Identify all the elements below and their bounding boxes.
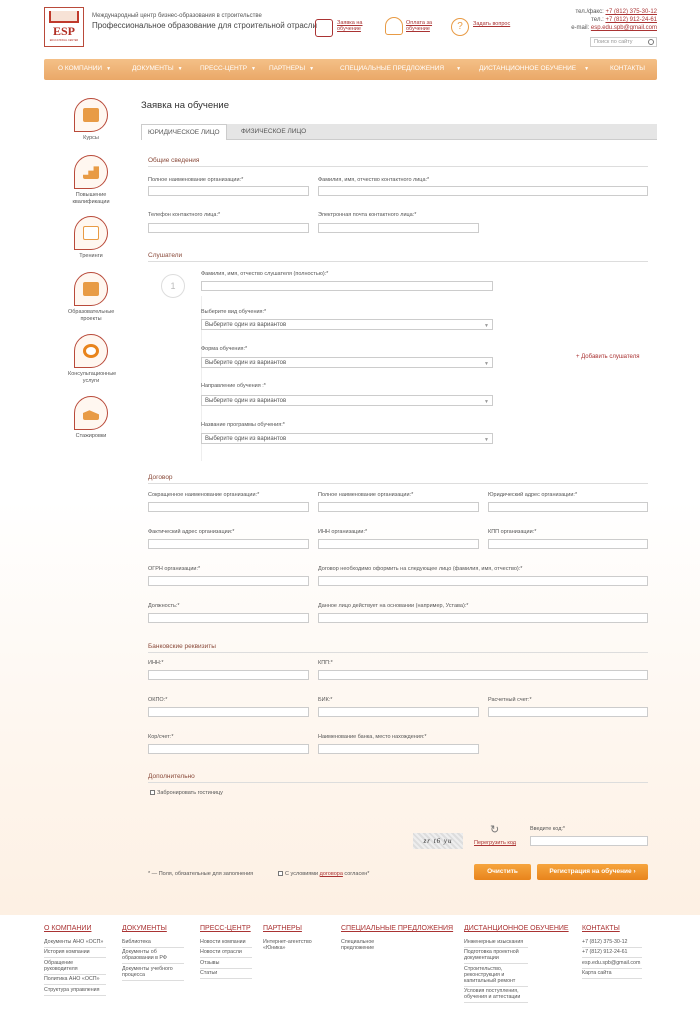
basis-label: Данное лицо действует на основании (например, Устава):* [318,603,469,609]
contact-block: тел./факс: +7 (812) 375-30-12 тел.: +7 (812) 912-24-61 e-mail: esp.edu.spb@gmail.com [571,9,657,31]
footer-link[interactable]: Строительство, реконструкция и капитальный ремонт [464,964,528,987]
actual-address-field[interactable] [148,539,309,549]
bank-kpp-field[interactable] [318,670,648,680]
page-title: Заявка на обучение [141,100,230,111]
sidebar-item-internships[interactable]: Стажировки [68,396,114,440]
footer-heading[interactable]: ДИСТАНЦИОННОЕ ОБУЧЕНИЕ [464,925,569,932]
ogrn-label: ОГРН организации:* [148,566,201,572]
nav-item-distance[interactable]: ДИСТАНЦИОННОЕ ОБУЧЕНИЕ ▼ [479,65,590,72]
footer-link[interactable]: История компании [44,948,106,959]
section-divider [148,166,648,167]
contact-phone-label: Телефон контактного лица:* [148,212,221,218]
sidebar-item-consulting[interactable]: Консультационные услуги [68,334,114,384]
short-name-field[interactable] [148,502,309,512]
section-general: Общие сведения [148,157,200,164]
application-form-icon[interactable] [315,19,333,37]
chevron-down-icon: ▼ [177,66,183,72]
section-divider [148,782,648,783]
footer-col-documents [122,925,184,981]
logo-roof-icon [49,11,79,23]
sidebar-item-qualification[interactable]: Повышение квалификации [68,155,114,205]
add-listener-link[interactable]: + Добавить слушателя [576,354,640,360]
footer-heading[interactable]: СПЕЦИАЛЬНЫЕ ПРЕДЛОЖЕНИЯ [341,925,454,932]
listener-name-field[interactable] [201,281,493,291]
chevron-down-icon: ▼ [584,66,590,72]
kpp-field[interactable] [488,539,648,549]
briefcases-icon [74,272,108,306]
legal-address-field[interactable] [488,502,648,512]
full-name-label: Полное наименование организации:* [318,492,414,498]
footer-link[interactable]: Отзывы [200,958,252,969]
footer-link[interactable]: +7 (812) 375-30-12 [582,937,642,948]
bank-name-field[interactable] [318,744,479,754]
bik-field[interactable] [318,707,479,717]
bik-label: БИК:* [318,697,333,703]
payment-icon[interactable] [385,17,403,35]
footer-link[interactable]: Специальное предложение [341,938,375,951]
full-name-field[interactable] [318,502,479,512]
email-link[interactable]: esp.edu.spb@gmail.com [590,25,657,31]
footer-link[interactable]: Условия поступления, обучения и аттестации [464,987,528,1004]
footer-heading[interactable]: ПАРТНЕРЫ [263,925,302,932]
direction-label: Направление обучения :* [201,383,266,389]
captcha-image: zr t6 уи [413,833,463,849]
section-divider [148,483,648,484]
bank-kpp-label: КПП:* [318,660,333,666]
footer-heading[interactable]: ПРЕСС-ЦЕНТР [200,925,251,932]
contact-name-label: Фамилия, имя, отчество контактного лица:* [318,177,430,183]
site-logo[interactable] [44,7,84,47]
section-divider [148,261,648,262]
logo-text: ESP [52,24,75,38]
footer-link[interactable]: Карта сайта [582,969,642,980]
footer-heading[interactable]: КОНТАКТЫ [582,925,620,932]
listener-name-label: Фамилия, имя, отчество слушателя (полностью):* [201,271,329,277]
study-form-select[interactable]: Выберите один из вариантов ▼ [201,357,493,368]
chevron-down-icon: ▼ [484,437,489,443]
contact-phone-field[interactable] [148,223,309,233]
direction-select[interactable]: Выберите один из вариантов ▼ [201,395,493,406]
search-input[interactable]: Поиск по сайту [590,37,657,47]
study-form-label: Форма обучения:* [201,346,248,352]
footer-col-about [44,925,106,996]
required-note: * — Поля, обязательные для заполнения [148,871,254,877]
footer-link[interactable]: Документы об образовании в РФ [122,948,184,965]
chevron-down-icon: ▼ [484,323,489,329]
presentation-board-icon [74,216,108,250]
search-icon[interactable] [648,39,654,45]
tagline-big: Профессиональное образование для строительной отрасли [92,21,317,30]
header-link-question[interactable]: Задать вопрос [473,21,511,27]
chevron-down-icon: ▼ [456,66,462,72]
nav-item-partners[interactable]: ПАРТНЕРЫ ▼ [269,65,315,72]
section-extra: Дополнительно [148,773,195,780]
contact-email-label: Электронная почта контактного лица:* [318,212,417,218]
footer-link[interactable]: Инженерные изыскания [464,937,528,948]
footer-col-partners [263,925,325,953]
tab-legal-entity[interactable]: ЮРИДИЧЕСКОЕ ЛИЦО [141,124,227,140]
footer-heading[interactable]: ДОКУМЕНТЫ [122,925,167,932]
hotel-option[interactable]: Забронировать гостиницу [150,790,223,796]
logo-subtext: EDUCATIONAL CENTER [49,39,79,42]
footer-link[interactable]: Структура управления [44,985,106,996]
agree-checkbox[interactable] [278,871,283,876]
short-name-label: Сокращенное наименование организации:* [148,492,260,498]
position-label: Должность:* [148,603,180,609]
clear-button[interactable]: Очистить [474,864,531,880]
nav-item-contacts[interactable]: КОНТАКТЫ [610,65,646,72]
footer-link[interactable]: Документы учебного процесса [122,964,184,981]
signer-label: Договор необходимо оформить на следующее лицо (фамилия, имя, отчество):* [318,566,523,572]
contact-name-field[interactable] [318,186,648,196]
inn-label: ИНН организации:* [318,529,368,535]
kpp-label: КПП организации:* [488,529,537,535]
captcha-input[interactable] [530,836,648,846]
footer-link[interactable]: Документы АНО «ОСП» [44,937,106,948]
submit-button[interactable]: Регистрация на обучение › [537,864,648,880]
construction-icon [74,396,108,430]
org-name-label: Полное наименование организации:* [148,177,244,183]
stairs-icon [74,155,108,189]
account-label: Расчетный счет:* [488,697,532,703]
listener-number: 1 [161,274,185,298]
footer-col-distance [464,925,569,1003]
footer-link[interactable]: Интернет-агентство «Юника» [263,938,312,951]
account-field[interactable] [488,707,648,717]
org-name-field[interactable] [148,186,309,196]
footer-link[interactable]: Библиотека [122,937,184,948]
okpo-label: ОКПО:* [148,697,168,703]
section-contract: Договор [148,474,173,481]
form-tabs [141,124,657,140]
header-link-payment[interactable]: Оплата за обучение [406,20,433,32]
hotel-checkbox[interactable] [150,790,155,795]
phone-link[interactable]: +7 (812) 912-24-61 [605,17,657,23]
footer-col-contacts [582,925,642,979]
section-divider [148,652,648,653]
bank-name-label: Наименование банка, место нахождения:* [318,734,427,740]
okpo-field[interactable] [148,707,309,717]
captcha-input-label: Введите код:* [530,826,566,832]
agree-option[interactable]: С условиями договора согласен* [278,871,369,877]
chevron-down-icon: ▼ [251,66,256,72]
header-link-application[interactable]: Заявка на обучение [337,20,363,32]
chevron-right-icon: › [633,868,636,875]
chevron-down-icon: ▼ [484,361,489,367]
corr-account-field[interactable] [148,744,309,754]
reload-icon[interactable]: ↻ [490,824,500,836]
footer-link[interactable]: esp.edu.spb@gmail.com [582,958,642,969]
section-bank: Банковские реквизиты [148,643,216,650]
footer-heading[interactable]: О КОМПАНИИ [44,925,92,932]
actual-address-label: Фактический адрес организации:* [148,529,235,535]
bank-inn-label: ИНН:* [148,660,164,666]
footer-link[interactable]: Обращение руководителя [44,958,106,975]
sidebar-item-trainings[interactable]: Тренинги [68,216,114,260]
tab-individual[interactable]: ФИЗИЧЕСКОЕ ЛИЦО [241,128,307,135]
lifebuoy-icon [74,334,108,368]
ogrn-field[interactable] [148,576,309,586]
question-bubble-icon[interactable]: ? [451,18,469,36]
nav-item-press[interactable]: ПРЕСС-ЦЕНТР ▼ [200,65,256,72]
inn-field[interactable] [318,539,479,549]
program-select[interactable]: Выберите один из вариантов ▼ [201,433,493,444]
corr-account-label: Кор/счет:* [148,734,174,740]
signer-field[interactable] [318,576,648,586]
chevron-down-icon: ▼ [484,399,489,405]
contract-link[interactable]: договора [319,871,343,877]
chevron-down-icon: ▼ [309,66,315,72]
captcha-reload-link[interactable]: Перегрузить код [474,840,517,846]
footer-link[interactable]: Подготовка проектной документации [464,948,528,965]
footer-col-special [341,925,454,953]
footer-link[interactable]: Новости отрасли [200,948,252,959]
contact-email-field[interactable] [318,223,479,233]
sidebar-item-courses[interactable]: Курсы [68,98,114,142]
nav-item-special[interactable]: СПЕЦИАЛЬНЫЕ ПРЕДЛОЖЕНИЯ ▼ [340,65,462,72]
legal-address-label: Юридический адрес организации:* [488,492,578,498]
main-nav [44,59,657,80]
chevron-down-icon: ▼ [106,66,112,72]
bank-inn-field[interactable] [148,670,309,680]
nav-item-about[interactable]: О КОМПАНИИ ▼ [58,65,112,72]
footer-link[interactable]: +7 (812) 912-24-61 [582,948,642,959]
books-icon [74,98,108,132]
section-listeners: Слушатели [148,252,183,259]
footer-link[interactable]: Новости компании [200,937,252,948]
program-label: Название программы обучения:* [201,422,285,428]
study-type-select[interactable]: Выберите один из вариантов ▼ [201,319,493,330]
tagline-small: Международный центр бизнес-образования в строительстве [92,13,262,19]
footer-col-press [200,925,252,979]
footer-link[interactable]: Политика АНО «ОСП» [44,975,106,986]
position-field[interactable] [148,613,309,623]
basis-field[interactable] [318,613,648,623]
sidebar-item-projects[interactable]: Образовательные проекты [68,272,114,322]
footer-link[interactable]: Статьи [200,969,252,980]
study-type-label: Выберите вид обучения:* [201,309,267,315]
fax-link[interactable]: +7 (812) 375-30-12 [605,9,657,15]
nav-item-documents[interactable]: ДОКУМЕНТЫ ▼ [132,65,183,72]
